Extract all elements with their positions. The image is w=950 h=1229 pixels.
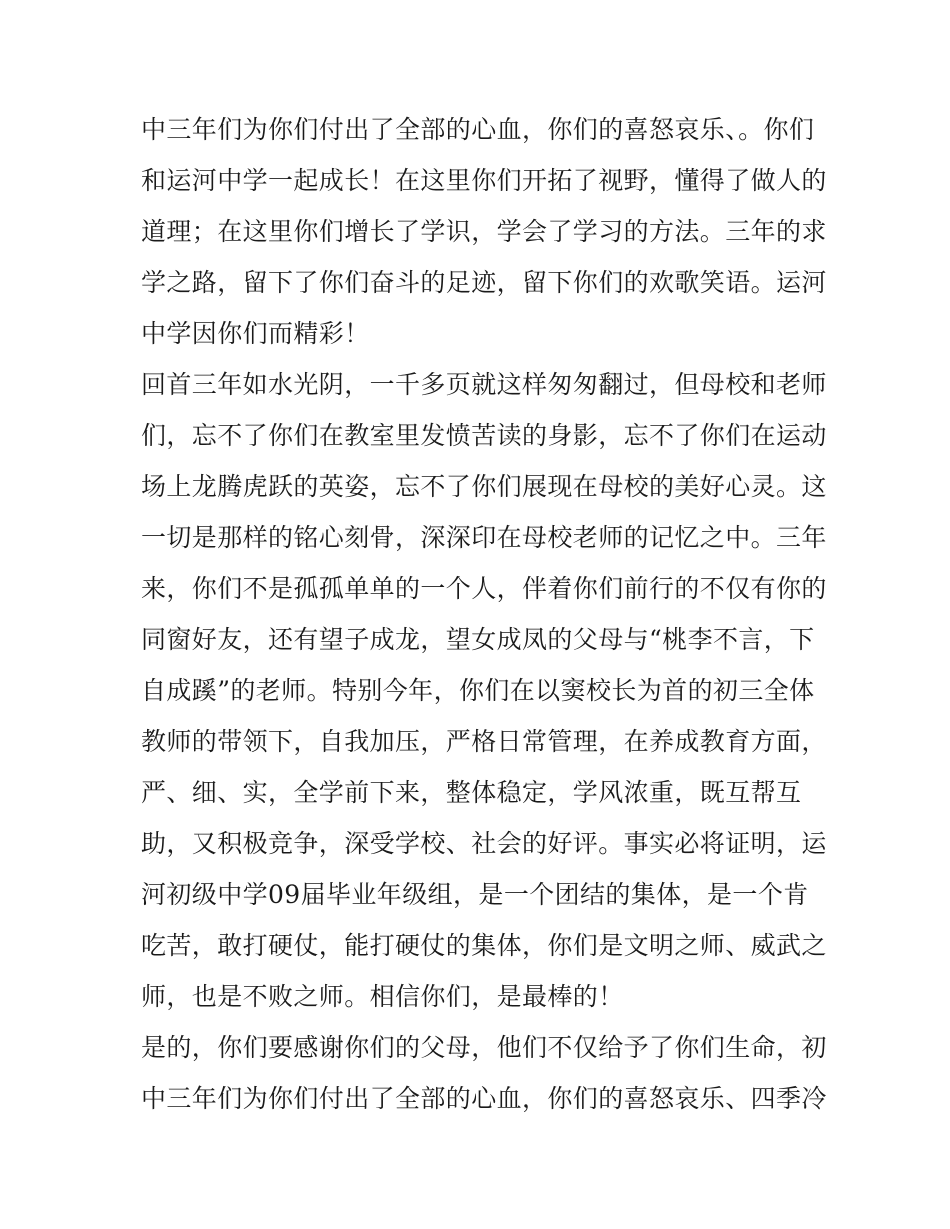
text-line: 教师的带领下，自我加压，严格日常管理，在养成教育方面， <box>141 727 827 756</box>
text-line: 场上龙腾虎跃的英姿，忘不了你们展现在母校的美好心灵。这 <box>141 472 827 501</box>
text-line: 们，忘不了你们在教室里发愤苦读的身影，忘不了你们在运动 <box>141 421 827 450</box>
text-line: 中三年们为你们付出了全部的心血，你们的喜怒哀乐、四季冷 <box>141 1084 827 1113</box>
text-line: 河初级中学09届毕业年级组，是一个团结的集体，是一个肯 <box>141 880 809 909</box>
text-line: 吃苦，敢打硬仗，能打硬仗的集体，你们是文明之师、威武之 <box>141 931 827 960</box>
text-line: 中学因你们而精彩！ <box>141 319 370 348</box>
text-line: 是的，你们要感谢你们的父母，他们不仅给予了你们生命，初 <box>141 1033 827 1062</box>
text-line: 道理；在这里你们增长了学识，学会了学习的方法。三年的求 <box>141 217 827 246</box>
text-line: 师，也是不败之师。相信你们，是最棒的！ <box>141 982 624 1011</box>
text-line: 来，你们不是孤孤单单的一个人，伴着你们前行的不仅有你的 <box>141 574 827 603</box>
document-body <box>141 104 827 1124</box>
text-line: 和运河中学一起成长！在这里你们开拓了视野，懂得了做人的 <box>141 166 827 195</box>
text-line: 助，又积极竞争，深受学校、社会的好评。事实必将证明，运 <box>141 829 827 858</box>
text-line: 一切是那样的铭心刻骨，深深印在母校老师的记忆之中。三年 <box>141 523 827 552</box>
text-line: 回首三年如水光阴，一千多页就这样匆匆翻过，但母校和老师 <box>141 370 827 399</box>
text-line: 中三年们为你们付出了全部的心血，你们的喜怒哀乐、。你们 <box>141 115 815 144</box>
text-line: 同窗好友，还有望子成龙，望女成凤的父母与“桃李不言，下 <box>141 625 815 654</box>
text-line: 学之路，留下了你们奋斗的足迹，留下你们的欢歌笑语。运河 <box>141 268 827 297</box>
text-line: 自成蹊”的老师。特别今年，你们在以窦校长为首的初三全体 <box>141 676 815 705</box>
text-line: 严、细、实，全学前下来，整体稳定，学风浓重，既互帮互 <box>141 778 802 807</box>
